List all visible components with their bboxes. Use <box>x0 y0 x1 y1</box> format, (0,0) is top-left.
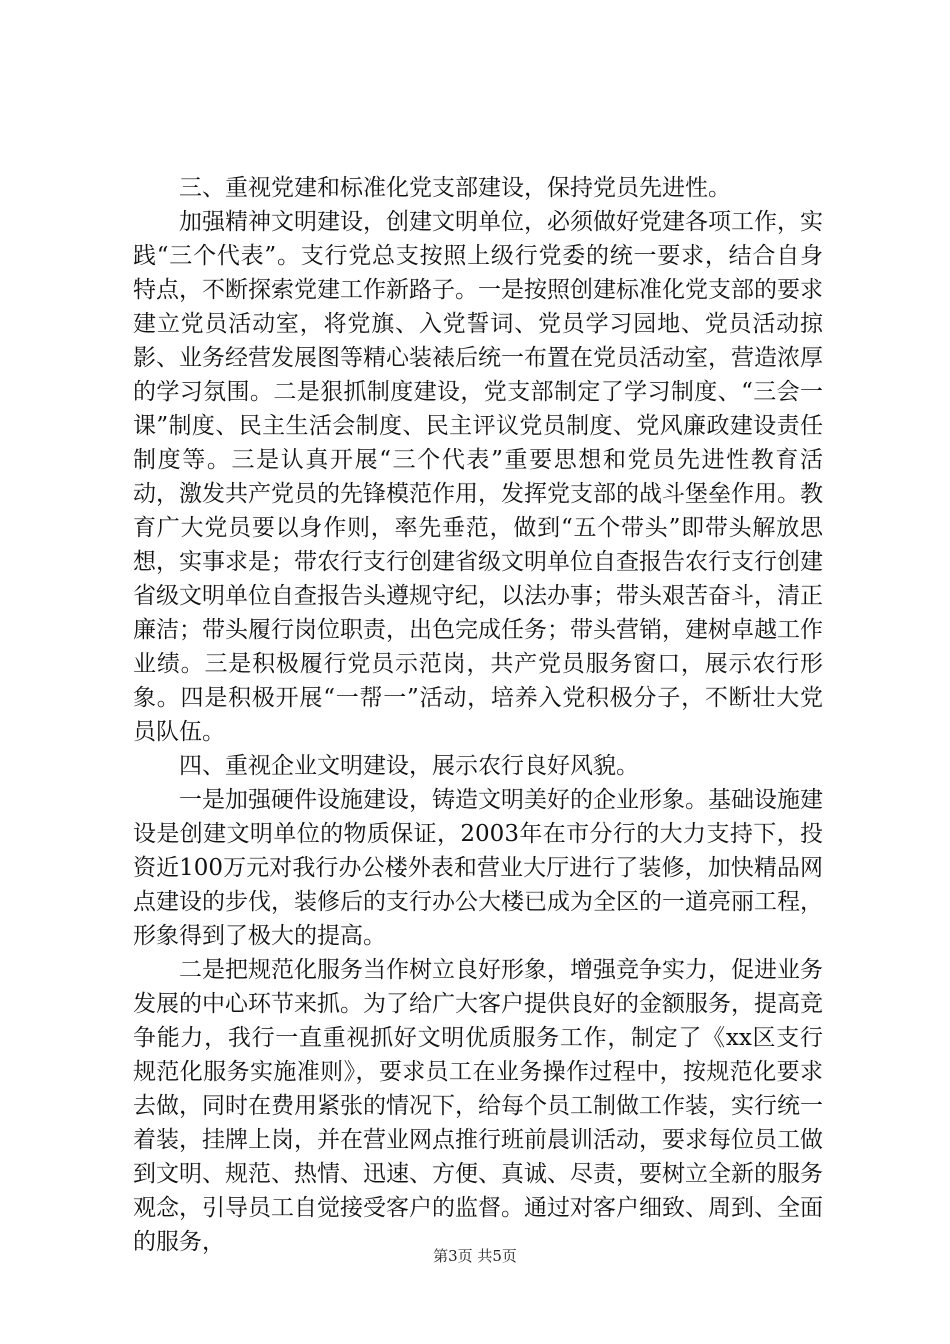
paragraph-party-building: 加强精神文明建设，创建文明单位，必须做好党建各项工作，实践“三个代表”。支行党总支按照上级行党委的统一要求，结合自身特点，不断探索党建工作新路子。一是按照创建标准化党支部的要求建立党员活动室，将党旗、入党誓词、党员学习园地、党员活动掠影、业务经营发展图等精心装裱后统一布置在党员活动室，营造浓厚的学习氛围。二是狠抓制度建设，党支部制定了学习制度、“三会一课”制度、民主生活会制度、民主评议党员制度、党风廉政建设责任制度等。三是认真开展“三个代表”重要思想和党员先进性教育活动，激发共产党员的先锋模范作用，发挥党支部的战斗堡垒作用。教育广大党员要以身作则，率先垂范，做到“五个带头”即带头解放思想，实事求是；带农行支行创建省级文明单位自查报告农行支行创建省级文明单位自查报告头遵规守纪，以法办事；带头艰苦奋斗，清正廉洁；带头履行岗位职责，出色完成任务；带头营销，建树卓越工作业绩。三是积极履行党员示范岗，共产党员服务窗口，展示农行形象。四是积极开展“一帮一”活动，培养入党积极分子，不断壮大党员队伍。 <box>133 209 823 745</box>
document-body <box>133 171 823 1259</box>
section-heading-4: 四、重视企业文明建设，展示农行良好风貌。 <box>179 753 639 779</box>
paragraph-hardware-facilities: 一是加强硬件设施建设，铸造文明美好的企业形象。基础设施建设是创建文明单位的物质保证，2003年在市分行的大力支持下，投资近100万元对我行办公楼外表和营业大厅进行了装修，加快精品网点建设的步伐，装修后的支行办公大楼已成为全区的一道亮丽工程，形象得到了极大的提高。 <box>133 787 823 949</box>
section-heading-3: 三、重视党建和标准化党支部建设，保持党员先进性。 <box>179 175 731 201</box>
page-footer: 第3页 共5页 <box>433 1247 517 1265</box>
paragraph-standardized-service: 二是把规范化服务当作树立良好形象，增强竞争实力，促进业务发展的中心环节来抓。为了给广大客户提供良好的金额服务，提高竞争能力，我行一直重视抓好文明优质服务工作，制定了《xx区支行规范化服务实施准则》，要求员工在业务操作过程中，按规范化要求去做，同时在费用紧张的情况下，给每个员工制做工作装，实行统一着装，挂牌上岗，并在营业网点推行班前晨训活动，要求每位员工做到文明、规范、热情、迅速、方便、真诚、尽责，要树立全新的服务观念，引导员工自觉接受客户的监督。通过对客户细致、周到、全面的服务， <box>133 957 823 1255</box>
